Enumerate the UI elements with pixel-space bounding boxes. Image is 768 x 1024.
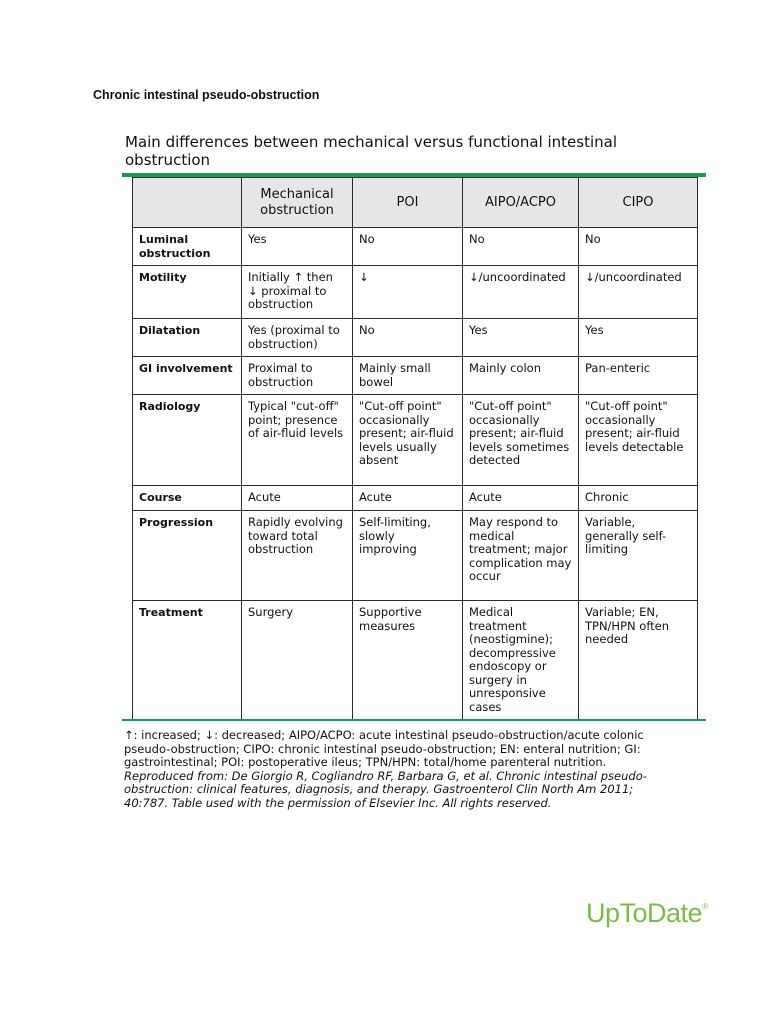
table-cell: Yes xyxy=(463,319,579,357)
column-header-blank xyxy=(133,178,242,228)
column-header-mechanical: Mechanical obstruction xyxy=(242,178,353,228)
table-row xyxy=(133,486,698,511)
table-cell: Rapidly evolving toward total obstruction xyxy=(242,511,353,601)
row-label: Motility xyxy=(133,266,242,319)
table-cell: Typical "cut-off" point; presence of air-fluid levels xyxy=(242,395,353,486)
source-citation: Reproduced from: De Giorgio R, Cogliandro RF, Barbara G, et al. Chronic intestinal pseudo-obstruction: clinical features, diagnosis, and therapy. Gastroenterol Clin North Am 2011; 40:787. Table used with the permission of Elsevier Inc. All rights reserved. xyxy=(124,768,647,810)
comparison-table-container xyxy=(132,177,697,720)
row-label: Radiology xyxy=(133,395,242,486)
table-cell: Mainly colon xyxy=(463,357,579,395)
table-cell: No xyxy=(353,319,463,357)
table-cell: Acute xyxy=(353,486,463,511)
table-row xyxy=(133,395,698,486)
column-header-cipo: CIPO xyxy=(579,178,698,228)
column-header-poi: POI xyxy=(353,178,463,228)
table-cell: Variable; EN, TPN/HPN often needed xyxy=(579,601,698,720)
row-label: Luminal obstruction xyxy=(133,228,242,266)
table-row xyxy=(133,266,698,319)
table-cell: Medical treatment (neostigmine); decompressive endoscopy or surgery in unresponsive cases xyxy=(463,601,579,720)
table-cell: Mainly small bowel xyxy=(353,357,463,395)
brand-name: UpToDate xyxy=(586,898,703,928)
table-row xyxy=(133,357,698,395)
table-cell: May respond to medical treatment; major complication may occur xyxy=(463,511,579,601)
row-label: GI involvement xyxy=(133,357,242,395)
row-label: Dilatation xyxy=(133,319,242,357)
table-heading: Main differences between mechanical versus functional intestinal obstruction xyxy=(125,133,618,169)
column-header-aipo: AIPO/ACPO xyxy=(463,178,579,228)
table-cell: "Cut-off point" occasionally present; air-fluid levels usually absent xyxy=(353,395,463,486)
table-cell: Acute xyxy=(463,486,579,511)
table-row xyxy=(133,601,698,720)
table-header-row xyxy=(133,178,698,228)
table-cell: Yes xyxy=(579,319,698,357)
comparison-table xyxy=(132,177,698,720)
table-cell: Pan-enteric xyxy=(579,357,698,395)
table-cell: Yes (proximal to obstruction) xyxy=(242,319,353,357)
table-cell: Surgery xyxy=(242,601,353,720)
table-cell: Yes xyxy=(242,228,353,266)
table-cell: Variable, generally self-limiting xyxy=(579,511,698,601)
table-row xyxy=(133,228,698,266)
bottom-divider xyxy=(122,719,706,721)
page-title: Chronic intestinal pseudo-obstruction xyxy=(93,88,320,102)
row-label: Progression xyxy=(133,511,242,601)
table-row xyxy=(133,319,698,357)
table-row xyxy=(133,511,698,601)
table-cell: No xyxy=(353,228,463,266)
table-cell: Supportive measures xyxy=(353,601,463,720)
abbreviations-note: ↑: increased; ↓: decreased; AIPO/ACPO: acute intestinal pseudo-obstruction/acute colonic pseudo-obstruction; CIPO: chronic intestinal pseudo-obstruction; EN: enteral nutrition; GI: gastrointestinal; POI: postoperative ileus; TPN/HPN: total/home parenteral nutrition. xyxy=(124,728,644,769)
registered-mark: ® xyxy=(702,902,708,911)
table-cell: Chronic xyxy=(579,486,698,511)
row-label: Course xyxy=(133,486,242,511)
table-cell: No xyxy=(579,228,698,266)
table-footnote xyxy=(124,729,664,810)
table-cell: Self-limiting, slowly improving xyxy=(353,511,463,601)
table-cell: No xyxy=(463,228,579,266)
table-cell: ↓/uncoordinated xyxy=(579,266,698,319)
row-label: Treatment xyxy=(133,601,242,720)
table-cell: "Cut-off point" occasionally present; air-fluid levels sometimes detected xyxy=(463,395,579,486)
table-cell: "Cut-off point" occasionally present; air-fluid levels detectable xyxy=(579,395,698,486)
uptodate-logo xyxy=(586,898,707,929)
table-cell: ↓ xyxy=(353,266,463,319)
table-cell: Acute xyxy=(242,486,353,511)
table-cell: Proximal to obstruction xyxy=(242,357,353,395)
table-cell: ↓/uncoordinated xyxy=(463,266,579,319)
table-cell: Initially ↑ then ↓ proximal to obstruction xyxy=(242,266,353,319)
